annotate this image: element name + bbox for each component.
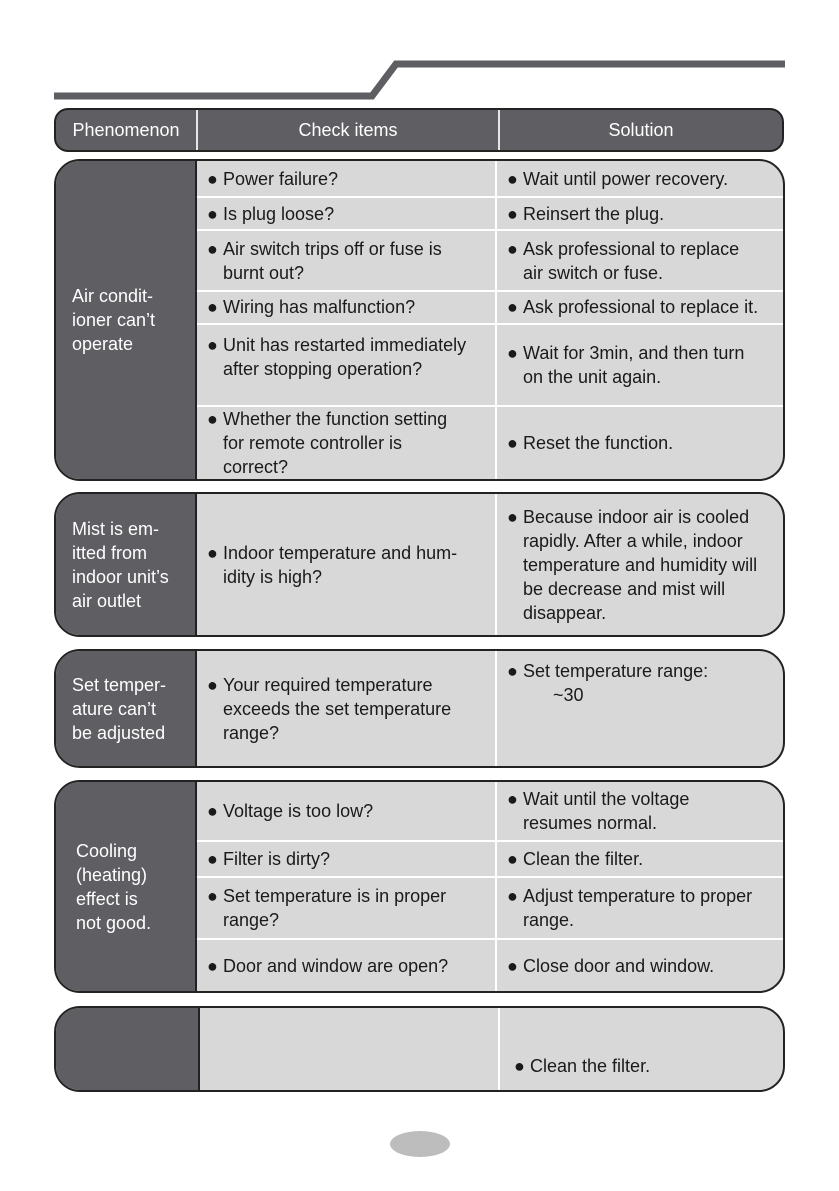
table-row <box>197 229 783 290</box>
bullet-icon: ● <box>507 955 518 976</box>
text-line: be adjusted <box>72 722 166 743</box>
phenomenon-cell <box>56 494 197 635</box>
text-line: be decrease and mist will <box>523 578 726 599</box>
solution-item <box>497 407 783 479</box>
bullet-icon: ● <box>507 789 518 809</box>
text-line: burnt out? <box>223 262 305 283</box>
bullet-icon: ● <box>507 203 518 224</box>
text-line: Set temperature is in proper <box>223 886 447 906</box>
bullet-icon: ● <box>207 886 218 906</box>
text-line: correct? <box>223 457 289 477</box>
phenomenon-cell <box>56 1008 200 1090</box>
text-line: Ask professional to replace <box>523 238 740 259</box>
page-number-badge <box>390 1131 450 1157</box>
text-line: Is plug loose? <box>223 203 335 224</box>
bullet-icon: ● <box>507 433 518 453</box>
check-item <box>197 651 497 766</box>
table-row <box>197 876 783 938</box>
table-row <box>197 938 783 991</box>
table-row <box>197 405 783 479</box>
text-line: Air condit- <box>72 286 154 306</box>
text-line: disappear. <box>523 602 607 623</box>
check-item <box>200 1008 500 1090</box>
text-line: temperature and humidity will <box>523 554 758 575</box>
text-line: Whether the function setting <box>223 409 448 429</box>
solution-item <box>497 494 783 635</box>
text-line: Cooling <box>76 840 138 861</box>
bullet-icon: ● <box>507 506 518 527</box>
text-line: itted from <box>72 542 148 563</box>
text-line: for remote controller is <box>223 433 403 453</box>
text-line: Clean the filter. <box>530 1056 651 1076</box>
solution-item <box>497 161 783 196</box>
text-line: ioner can’t <box>72 310 156 330</box>
bullet-icon: ● <box>507 238 518 259</box>
check-item <box>197 494 497 635</box>
text-line: after stopping operation? <box>223 359 423 380</box>
text-line: exceeds the set temperature <box>223 698 452 719</box>
text-line: Power failure? <box>223 168 339 189</box>
text-line: ature can’t <box>72 698 157 719</box>
header-check-items: Check items <box>196 110 498 150</box>
table-row <box>200 1008 783 1090</box>
text-line: range? <box>223 722 280 743</box>
text-line: air outlet <box>72 590 142 611</box>
solution-item <box>497 292 783 323</box>
text-line: Wait until the voltage <box>523 789 690 809</box>
phenomenon-cell <box>56 161 197 479</box>
solution-item <box>497 878 783 938</box>
section-set-temperature <box>54 649 785 768</box>
text-line: Ask professional to replace it. <box>523 297 759 318</box>
table-row <box>197 782 783 840</box>
text-line: Reset the function. <box>523 433 674 453</box>
text-line: Voltage is too low? <box>223 801 374 821</box>
header-decoration-line <box>0 0 839 110</box>
text-line: on the unit again. <box>523 367 662 388</box>
text-line: rapidly. After a while, indoor <box>523 530 743 551</box>
text-line: idity is high? <box>223 566 323 587</box>
table-row <box>197 161 783 196</box>
bullet-icon: ● <box>514 1056 525 1076</box>
check-item <box>197 940 497 991</box>
text-line: (heating) <box>76 864 148 885</box>
table-row <box>197 840 783 876</box>
solution-item <box>497 842 783 876</box>
text-line: Indoor temperature and hum- <box>223 542 458 563</box>
text-line: Air switch trips off or fuse is <box>223 238 442 259</box>
text-line: Wait until power recovery. <box>523 168 729 189</box>
solution-item <box>497 940 783 991</box>
bullet-icon: ● <box>207 542 218 563</box>
table-row <box>197 290 783 323</box>
text-line: indoor unit’s <box>72 566 169 587</box>
check-item <box>197 878 497 938</box>
check-item <box>197 407 497 479</box>
check-item <box>197 782 497 840</box>
text-line: Your required temperature <box>223 674 433 695</box>
text-line: Clean the filter. <box>523 849 644 869</box>
bullet-icon: ● <box>507 343 518 364</box>
text-line: operate <box>72 334 134 354</box>
text-line: Wait for 3min, and then turn <box>523 343 745 364</box>
section-mist-emitted <box>54 492 785 637</box>
text-line: Reinsert the plug. <box>523 203 665 224</box>
check-item <box>197 842 497 876</box>
check-item <box>197 198 497 229</box>
bullet-icon: ● <box>207 955 218 976</box>
text-line: resumes normal. <box>523 813 658 833</box>
header-solution: Solution <box>498 110 782 150</box>
bullet-icon: ● <box>207 238 218 259</box>
solution-item <box>497 231 783 290</box>
table-row <box>197 494 783 635</box>
bullet-icon: ● <box>507 297 518 318</box>
bullet-icon: ● <box>207 409 218 429</box>
solution-item <box>497 782 783 840</box>
section-cooling-effect <box>54 780 785 993</box>
phenomenon-cell <box>56 782 197 991</box>
text-line: not good. <box>76 912 152 933</box>
bullet-icon: ● <box>507 849 518 869</box>
table-row <box>197 196 783 229</box>
check-item <box>197 231 497 290</box>
text-line: ~30 <box>523 685 584 705</box>
check-item <box>197 325 497 405</box>
solution-item <box>497 198 783 229</box>
text-line: Mist is em- <box>72 518 159 539</box>
bullet-icon: ● <box>507 168 518 189</box>
bullet-icon: ● <box>207 168 218 189</box>
table-row <box>197 323 783 405</box>
text-line: air switch or fuse. <box>523 262 664 283</box>
text-line: Adjust temperature to proper <box>523 886 753 906</box>
table-header <box>54 108 784 152</box>
table-row <box>197 651 783 766</box>
text-line: Unit has restarted immediately <box>223 335 467 356</box>
header-phenomenon: Phenomenon <box>72 119 180 140</box>
phenomenon-cell <box>56 651 197 766</box>
bullet-icon: ● <box>207 203 218 224</box>
text-line: range. <box>523 910 575 930</box>
text-line: Filter is dirty? <box>223 849 331 869</box>
text-line: Wiring has malfunction? <box>223 297 416 318</box>
solution-item <box>500 1008 783 1090</box>
solution-item <box>497 325 783 405</box>
text-line: range? <box>223 910 280 930</box>
text-line: Close door and window. <box>523 955 715 976</box>
bullet-icon: ● <box>207 801 218 821</box>
section-partial <box>54 1006 785 1092</box>
solution-item <box>497 651 783 766</box>
bullet-icon: ● <box>207 849 218 869</box>
bullet-icon: ● <box>507 661 518 681</box>
bullet-icon: ● <box>207 297 218 318</box>
bullet-icon: ● <box>207 335 218 356</box>
text-line: Set temperature range: <box>523 661 709 681</box>
text-line: Set temper- <box>72 674 167 695</box>
check-item <box>197 292 497 323</box>
check-item <box>197 161 497 196</box>
bullet-icon: ● <box>207 674 218 695</box>
text-line: Because indoor air is cooled <box>523 506 750 527</box>
bullet-icon: ● <box>507 886 518 906</box>
text-line: Door and window are open? <box>223 955 449 976</box>
section-cannot-operate <box>54 159 785 481</box>
text-line: effect is <box>76 888 138 909</box>
